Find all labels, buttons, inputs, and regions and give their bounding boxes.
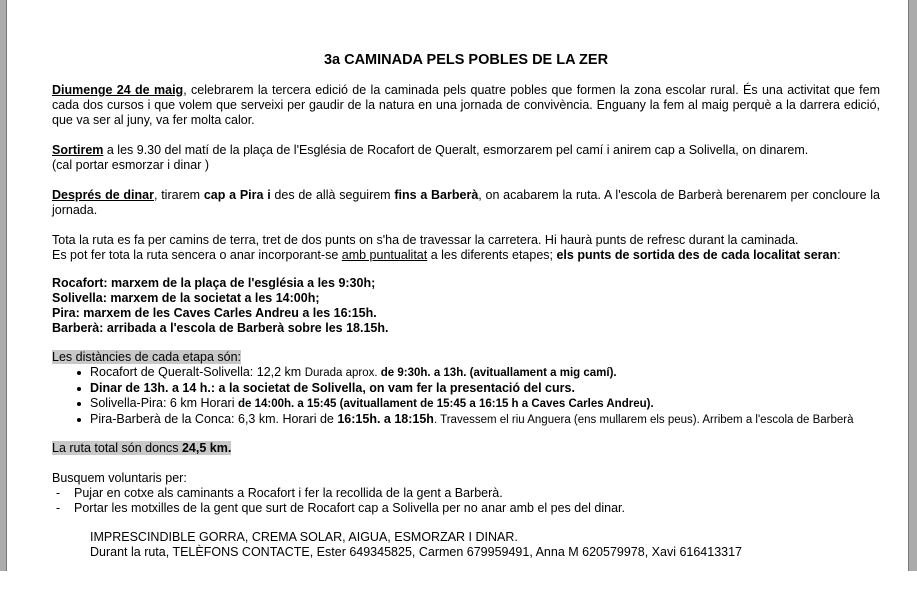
route-info-line-2a: Es pot fer tota la ruta sencera o anar incorporant-se <box>52 248 342 262</box>
departure-note: (cal portar esmorzar i dinar ) <box>52 158 209 172</box>
viewer-bottom-bar <box>0 571 917 604</box>
after-lunch-bold-1: cap a Pira i <box>203 188 271 202</box>
departure-point: Solivella: marxem de la societat a les 14:00h; <box>52 291 320 305</box>
stage-item <box>52 412 880 428</box>
stage-item <box>52 365 880 381</box>
stage-3-time: de 14:00h. a 15:45 (avituallament de 15:45 a 16:15 h a Caves Carles Andreu). <box>237 398 654 410</box>
intro-paragraph <box>52 83 880 128</box>
departure-text: a les 9.30 del matí de la plaça de l'Església de Rocafort de Queralt, esmorzarem pel camí i anirem cap a Solivella, on dinarem. <box>103 143 809 157</box>
departure-points <box>52 276 880 336</box>
after-lunch-text-2: des de allà seguirem <box>270 188 395 202</box>
volunteers-heading: Busquem voluntaris per: <box>52 471 187 485</box>
total-text: La ruta total són doncs <box>52 441 182 455</box>
total-km: 24,5 km. <box>181 441 232 455</box>
stages-section <box>52 350 880 428</box>
contacts-text: Durant la ruta, TELÈFONS CONTACTE, Ester 649345825, Carmen 679959491, Anna M 620579978, Xavi 616413317 <box>90 545 743 559</box>
departure-paragraph <box>52 143 880 173</box>
stage-4-route: Pira-Barberà de la Conca: 6,3 km. Horari de <box>90 412 338 426</box>
total-distance <box>52 441 880 456</box>
document-page <box>7 0 908 571</box>
stages-list <box>52 365 880 428</box>
stage-item <box>52 396 880 412</box>
route-info-paragraph <box>52 233 880 263</box>
after-lunch-text-3: , on acabarem la ruta. A l'escola de Barberà berenarem per concloure la jornada. <box>52 188 881 217</box>
after-lunch-text-1: , tirarem <box>153 188 204 202</box>
essentials-text: IMPRESCINDIBLE GORRA, CREMA SOLAR, AIGUA, ESMORZAR I DINAR. <box>90 530 518 544</box>
stage-1-route: Rocafort de Queralt-Solivella: 12,2 km <box>90 365 305 379</box>
stage-4-note: . Travessem el riu Anguera (ens mullarem els peus). Arribem a l'escola de Barberà <box>433 414 854 426</box>
departure-point: Barberà: arribada a l'escola de Barberà sobre les 18.15h. <box>52 321 389 335</box>
departure-point: Rocafort: marxem de la plaça de l'església a les 9:30h; <box>52 276 376 290</box>
route-info-end: : <box>837 248 841 262</box>
route-info-underline: amb puntualitat <box>341 248 428 262</box>
stage-4-time: 16:15h. a 18:15h <box>337 412 434 426</box>
volunteers-section <box>52 471 880 516</box>
essentials-section <box>90 530 880 560</box>
after-lunch-label: Després de dinar <box>52 188 154 202</box>
stage-3-route: Solivella-Pira: 6 km Horari <box>90 396 238 410</box>
departure-point: Pira: marxem de les Caves Carles Andreu a les 16:15h. <box>52 306 377 320</box>
route-info-line-2b: a les diferents etapes; <box>427 248 557 262</box>
intro-text: , celebrarem la tercera edició de la caminada pels quatre pobles que formen la zona escolar rural. És una activitat que fem cada dos cursos i que volem que serveixi per gaudir de la natura en una jornada de convivència. Enguany la fem al maig perquè a la darrera edició, que va ser al juny, va fer molta calor. <box>52 83 880 127</box>
stage-1-time: de 9:30h. a 13h. (avituallament a mig camí). <box>380 367 617 379</box>
stage-item: Dinar de 13h. a 14 h.: a la societat de Solivella, on vam fer la presentació del curs. <box>52 381 880 396</box>
route-info-bold: els punts de sortida des de cada localitat seran <box>556 248 838 262</box>
after-lunch-paragraph <box>52 188 880 218</box>
stage-1-duration-label: Durada aprox. <box>304 367 381 379</box>
route-info-line-1: Tota la ruta es fa per camins de terra, tret de dos punts on s'ha de travessar la carretera. Hi haurà punts de refresc durant la caminada. <box>52 233 799 247</box>
volunteer-item: - Pujar en cotxe als caminants a Rocafort i fer la recollida de la gent a Barberà. <box>52 486 880 501</box>
intro-date: Diumenge 24 de maig <box>52 83 184 97</box>
stages-heading: Les distàncies de cada etapa són: <box>52 350 242 364</box>
after-lunch-bold-2: fins a Barberà <box>394 188 479 202</box>
departure-label: Sortirem <box>52 143 104 157</box>
volunteer-item: - Portar les motxilles de la gent que surt de Rocafort cap a Solivella per no anar amb el pes del dinar. <box>52 501 880 516</box>
page-title: 3a CAMINADA PELS POBLES DE LA ZER <box>323 52 609 68</box>
